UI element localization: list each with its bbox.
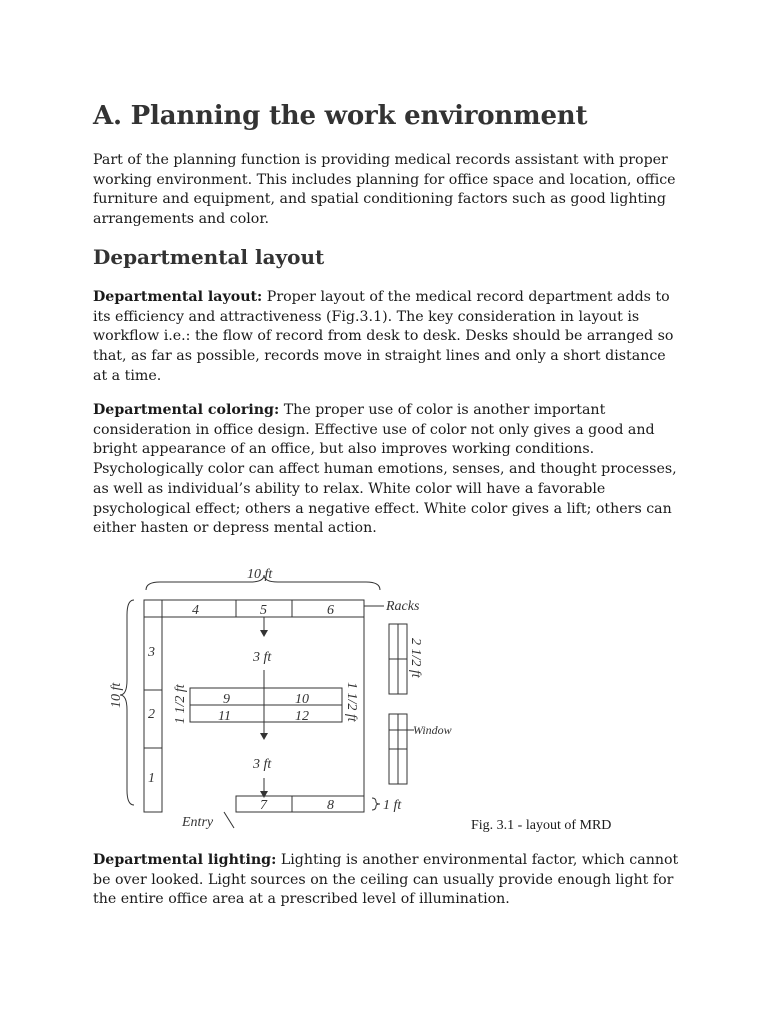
depth-brace: [372, 798, 380, 810]
desk-9-label: 9: [223, 692, 230, 707]
desk-8-label: 8: [327, 798, 334, 813]
racks-label: Racks: [386, 599, 420, 614]
lighting-text: Lighting is another environmental factor, which cannot be over looked. Light sources on the ceiling can usually provide enough light for the entire office area at a prescribed level of illumination.: [93, 852, 679, 908]
mrd-layout-diagram: [100, 560, 480, 840]
section-heading: Departmental layout: [93, 245, 325, 269]
layout-text: Proper layout of the medical record department adds to its efficiency and attractiveness (Fig.3.1). The key consideration in layout is workflow i.e.: the flow of record from desk to desk. Desks should be arranged so that, as far as possible, records move in straight lines and only a short distance at a time.: [93, 289, 674, 384]
entry-leader-line: [224, 812, 234, 828]
coloring-term: Departmental coloring:: [93, 402, 280, 418]
lighting-paragraph: [93, 851, 679, 910]
depth-label: 1 ft: [383, 798, 402, 813]
desk-12-label: 12: [295, 709, 309, 724]
desk-11-label: 11: [218, 709, 231, 724]
coloring-text: The proper use of color is another important consideration in office design. Effective use of color not only gives a good and bright appearance of an office, but also improves working conditions. Psychologically color can affect human emotions, senses, and thought processes, as well as individual’s ability to relax. White color will have a favorable psychological effect; others a negative effect. White color gives a lift; others can either hasten or depress mental action.: [93, 402, 677, 537]
figure-caption: Fig. 3.1 - layout of MRD: [471, 818, 612, 833]
rack-size-label: 2 1/2 ft: [408, 638, 423, 678]
layout-term: Departmental layout:: [93, 289, 263, 305]
desk-2-label: 2: [148, 707, 155, 722]
desk-width-left-label: 1 1/2 ft: [173, 684, 188, 724]
coloring-paragraph: [93, 401, 679, 539]
desk-3-label: 3: [148, 645, 155, 660]
desk-7-label: 7: [260, 798, 267, 813]
layout-paragraph: [93, 288, 679, 387]
page-title: A. Planning the work environment: [93, 101, 588, 131]
lighting-term: Departmental lighting:: [93, 852, 277, 868]
desk-4-label: 4: [192, 603, 199, 618]
gap-top-label: 3 ft: [253, 650, 272, 665]
desk-1-label: 1: [148, 771, 155, 786]
height-dimension-label: 10 ft: [109, 682, 124, 708]
desk-5-label: 5: [260, 603, 267, 618]
desk-10-label: 10: [295, 692, 309, 707]
gap-bottom-label: 3 ft: [253, 757, 272, 772]
desk-6-label: 6: [327, 603, 334, 618]
intro-paragraph: Part of the planning function is providing medical records assistant with proper working environment. This includes planning for office space and location, office furniture and equipment, and spatial conditioning factors such as good lighting arrangements and color.: [93, 152, 676, 228]
desk-width-right-label: 1 1/2 ft: [344, 682, 359, 722]
entry-label: Entry: [182, 815, 214, 830]
width-dimension-label: 10 ft: [247, 567, 273, 582]
bottom-desk-row: [236, 796, 364, 812]
window-label: Window: [413, 723, 452, 737]
mrd-layout-figure: [100, 560, 480, 840]
